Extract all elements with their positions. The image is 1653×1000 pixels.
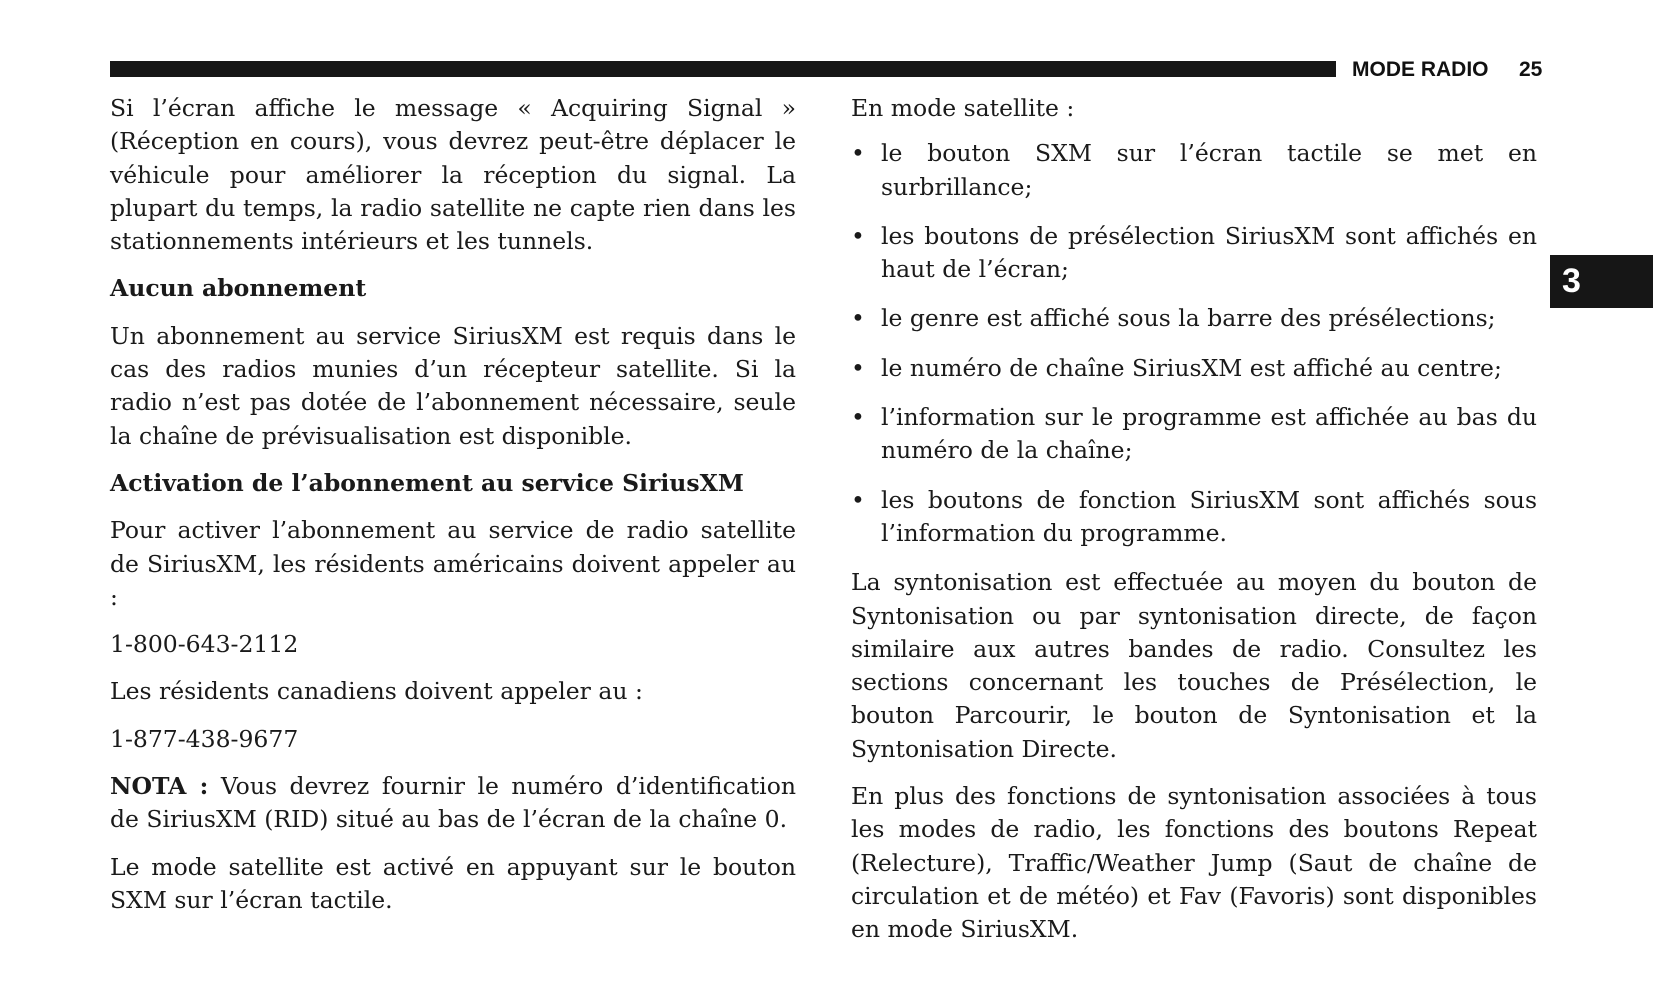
- list-item: [851, 401, 1537, 468]
- bullet-icon: •: [851, 304, 865, 333]
- section-title: MODE RADIO: [1352, 58, 1489, 81]
- heading-no-subscription: Aucun abonnement: [110, 274, 367, 303]
- page-number: 25: [1519, 58, 1543, 81]
- bullet-icon: •: [851, 485, 865, 514]
- list-item: [851, 220, 1537, 287]
- paragraph-subscription: Un abonnement au service SiriusXM est requis dans le cas des radios munies d’un récepteur satellite. Si la radio n’est pas dotée de l’abonnement nécessaire, seule la chaîne de prévisualisation est disponible.: [110, 321, 796, 450]
- paragraph-satellite-mode: Le mode satellite est activé en appuyant sur le bouton SXM sur l’écran tactile.: [110, 852, 796, 914]
- left-column: [110, 92, 796, 931]
- list-item-text: les boutons de fonction SiriusXM sont affichés sous l’information du programme.: [881, 485, 1537, 547]
- note-paragraph: [110, 770, 796, 837]
- list-item: [851, 484, 1537, 551]
- list-item-text: le numéro de chaîne SiriusXM est affiché au centre;: [881, 353, 1502, 382]
- paragraph-satellite-intro: En mode satellite :: [851, 94, 1075, 122]
- list-item: [851, 302, 1537, 335]
- bullet-icon: •: [851, 139, 865, 168]
- note-text: Vous devrez fournir le numéro d’identification de SiriusXM (RID) situé au bas de l’écran de la chaîne 0.: [110, 772, 796, 834]
- list-item-text: les boutons de présélection SiriusXM sont affichés en haut de l’écran;: [881, 221, 1537, 284]
- bullet-list: [851, 137, 1537, 550]
- right-column: [851, 92, 1537, 961]
- note-label: NOTA :: [110, 772, 209, 801]
- bullet-icon: •: [851, 353, 865, 382]
- bullet-icon: •: [851, 221, 865, 250]
- header-rule: [110, 61, 1336, 77]
- list-item: [851, 137, 1537, 204]
- list-item-text: le bouton SXM sur l’écran tactile se met en surbrillance;: [881, 139, 1537, 201]
- paragraph-activation: Pour activer l’abonnement au service de radio satellite de SiriusXM, les résidents américains doivent appeler au :: [110, 516, 796, 611]
- bullet-icon: •: [851, 403, 865, 432]
- list-item: [851, 352, 1537, 385]
- heading-activation: Activation de l’abonnement au service SiriusXM: [110, 468, 744, 497]
- phone-number-canada: 1-877-438-9677: [110, 724, 299, 753]
- paragraph-acquiring-signal: Si l’écran affiche le message « Acquiring Signal » (Réception en cours), vous devrez peut-être déplacer le véhicule pour améliorer la réception du signal. La plupart du temps, la radio satellite ne capte rien dans les stationnements intérieurs et les tunnels.: [110, 94, 796, 256]
- list-item-text: l’information sur le programme est affichée au bas du numéro de la chaîne;: [881, 403, 1537, 465]
- paragraph-functions: En plus des fonctions de syntonisation associées à tous les modes de radio, les fonctions des boutons Repeat (Relecture), Traffic/Weather Jump (Saut de chaîne de circulation et de météo) et Fav (Favoris) sont disponibles en mode SiriusXM.: [851, 782, 1537, 944]
- phone-number-us: 1-800-643-2112: [110, 630, 299, 659]
- list-item-text: le genre est affiché sous la barre des présélections;: [881, 304, 1496, 333]
- chapter-tab: 3: [1550, 255, 1653, 308]
- paragraph-tuning: La syntonisation est effectuée au moyen du bouton de Syntonisation ou par syntonisation directe, de façon similaire aux autres bandes de radio. Consultez les sections concernant les touches de Présélection, le bouton Parcourir, le bouton de Syntonisation et la Syntonisation Directe.: [851, 568, 1537, 763]
- paragraph-canada: Les résidents canadiens doivent appeler au :: [110, 677, 643, 706]
